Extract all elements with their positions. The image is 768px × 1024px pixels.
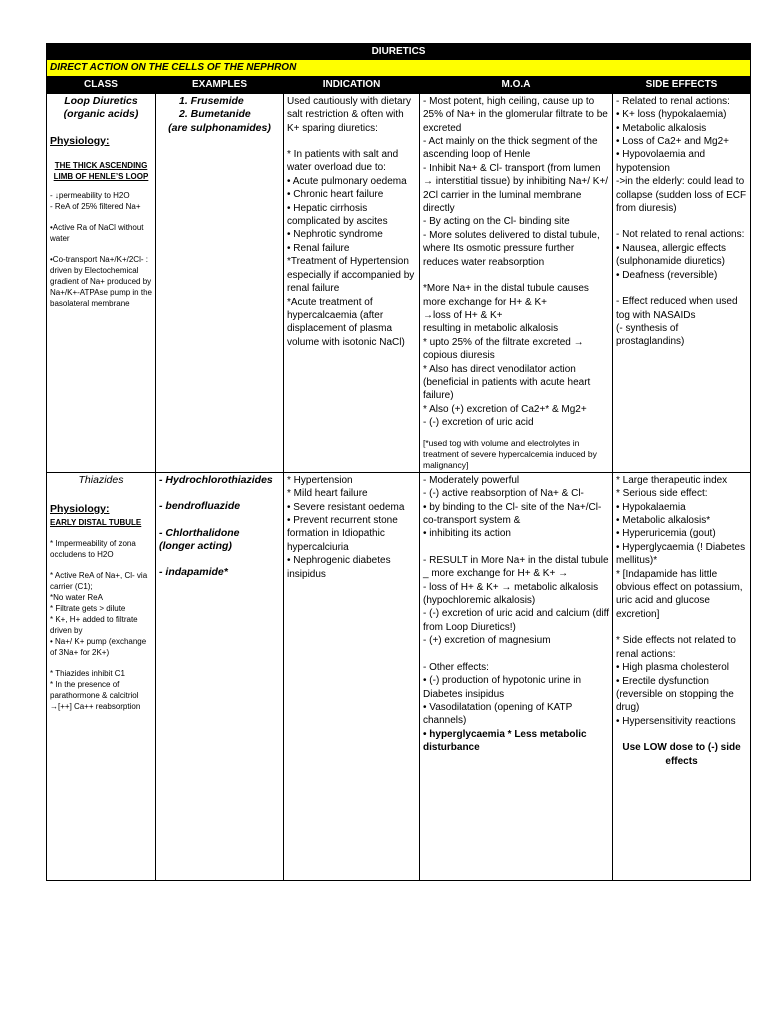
indication-line: • Renal failure [287, 242, 350, 254]
side-effect-line: • Hyperuricemia (gout) [616, 528, 716, 540]
physiology-line: * Impermeability of zona occludens to H2O [50, 538, 136, 559]
physiology-line: * Filtrate gets > dilute [50, 603, 126, 613]
indication-line: * In patients with salt and water overload due to: [287, 149, 399, 174]
side-effect-line: * Serious side effect: [616, 488, 708, 500]
side-effect-line: • Metabolic alkalosis* [616, 515, 711, 527]
examples-cell [156, 93, 284, 472]
example-item: - Chlorthalidone [159, 526, 240, 539]
side-effect-line: • Hypokalaemia [616, 501, 686, 513]
moa-line: * Also (+) excretion of Ca2+* & Mg2+ [423, 403, 587, 415]
physiology-title: Physiology: [50, 134, 110, 147]
side-effect-line: • Hypovolaemia and hypotension [616, 149, 706, 174]
example-item: 2. Bumetanide [179, 108, 251, 121]
moa-cell [420, 472, 613, 880]
example-note: (are sulphonamides) [168, 121, 271, 134]
physiology-heading: THE THICK ASCENDING LIMB OF HENLE’S LOOP [53, 161, 149, 182]
moa-line: - RESULT in More Na+ in the distal tubule _ more exchange for H+ & K+ → [423, 554, 609, 580]
physiology-heading: EARLY DISTAL TUBULE [50, 517, 142, 527]
header-examples: EXAMPLES [156, 76, 284, 93]
header-moa: M.O.A [420, 76, 613, 93]
physiology-line: * K+, H+ added to filtrate driven by [50, 614, 138, 635]
physiology-line: - ↓permeability to H2O [50, 191, 130, 201]
moa-line: - By acting on the Cl- binding site [423, 216, 570, 228]
moa-line: - More solutes delivered to distal tubule, where Its osmotic pressure further reduces water reabsorption [423, 229, 600, 268]
physiology-line: •Co-transport Na+/K+/2Cl- : driven by Electochemical gradient of Na+ produced by Na+/K+-ATPAse pump in the basolateral membrane [50, 255, 152, 309]
diuretics-table [46, 43, 751, 881]
physiology-notes [50, 190, 152, 309]
indication-line: • Acute pulmonary oedema [287, 175, 407, 187]
class-cell [47, 472, 156, 880]
side-effect-line: - Not related to renal actions: [616, 229, 745, 241]
header-class: CLASS [47, 76, 156, 93]
class-cell [47, 93, 156, 472]
side-effect-line: * [Indapamide has little obvious effect on potassium, uric acid and glucose excretion] [616, 568, 743, 620]
moa-line: • by binding to the Cl- site of the Na+/Cl- co-transport system & [423, 501, 602, 527]
physiology-line: • Na+/ K+ pump (exchange of 3Na+ for 2K+) [50, 636, 147, 657]
indication-line: • Hepatic cirrhosis complicated by ascites [287, 202, 388, 228]
side-effect-line: • Metabolic alkalosis [616, 122, 707, 134]
example-item: 1. Frusemide [179, 94, 244, 107]
example-item: - indapamide* [159, 566, 228, 579]
moa-line: - loss of H+ & K+ → metabolic alkalosis (hypochloremic alkalosis) [423, 581, 599, 607]
table-subtitle: DIRECT ACTION ON THE CELLS OF THE NEPHRON [47, 60, 751, 76]
moa-line: *More Na+ in the distal tubule causes more exchange for H+ & K+ [423, 283, 589, 308]
example-item: - Hydrochlorothiazides [159, 473, 273, 486]
side-effect-line: - Related to renal actions: [616, 95, 730, 107]
physiology-line: •Active Ra of NaCl without water [50, 223, 144, 244]
moa-line: - Act mainly on the thick segment of the ascending loop of Henle [423, 136, 598, 161]
physiology-line: *No water ReA [50, 592, 103, 602]
indication-line: • Chronic heart failure [287, 189, 384, 201]
side-effects-cell [613, 93, 751, 472]
moa-line: - Most potent, high ceiling, cause up to 25% of Na+ in the glomerular filtrate to be excreted [423, 95, 608, 134]
moa-line: • hyperglycaemia * Less metabolic disturbance [423, 728, 587, 754]
moa-line: * Also has direct venodilator action (beneficial in patients with acute heart failure) [423, 363, 591, 402]
indication-line: * Hypertension [287, 474, 353, 486]
indication-line: • Nephrotic syndrome [287, 229, 383, 241]
side-effect-line: - Effect reduced when used tog with NASAIDs [616, 296, 738, 321]
side-effects-cell [613, 472, 751, 880]
table-row-thiazides [47, 472, 751, 880]
moa-cell [420, 93, 613, 472]
indication-line: • Nephrogenic diabetes insipidus [287, 555, 391, 580]
class-name: Thiazides [78, 473, 124, 486]
moa-line: - (-) active reabsorption of Na+ & Cl- [423, 488, 584, 500]
table-row-loop-diuretics [47, 93, 751, 472]
header-side-effects: SIDE EFFECTS [613, 76, 751, 93]
examples-cell [156, 472, 284, 880]
side-effect-line: (- synthesis of prostaglandins) [616, 322, 685, 348]
physiology-line: * Active ReA of Na+, Cl- via carrier (C1); [50, 570, 148, 591]
physiology-line: - ReA of 25% filtered Na+ [50, 202, 141, 212]
indication-line: *Acute treatment of hypercalcaemia (after displacement of plasma volume with isotonic NaCl) [287, 296, 405, 348]
moa-note: [*used tog with volume and electrolytes in treatment of severe hypercalcemia induced by malignancy] [423, 437, 597, 470]
indication-line: • Prevent recurrent stone formation in Idiopathic hypercalciuria [287, 515, 398, 553]
side-effect-line: • K+ loss (hypokalaemia) [616, 109, 727, 121]
moa-line: • inhibiting its action [423, 528, 511, 540]
physiology-line: * In the presence of parathormone & calcitriol →[++] Ca++ reabsorption [50, 679, 141, 711]
side-effect-line: • Loss of Ca2+ and Mg2+ [616, 136, 730, 148]
example-item: (longer acting) [159, 540, 232, 553]
physiology-line: * Thiazides inhibit C1 [50, 668, 126, 678]
physiology-title: Physiology: [50, 503, 110, 516]
moa-line: • Vasodilatation (opening of KATP channels) [423, 701, 573, 727]
side-effect-line: • Erectile dysfunction (reversible on stopping the drug) [616, 675, 734, 714]
side-effect-line: • Deafness (reversible) [616, 269, 718, 281]
side-effect-line: • Hyperglycaemia (! Diabetes mellitus)* [616, 541, 746, 567]
side-effect-line: * Side effects not related to renal actions: [616, 635, 736, 660]
example-item: - bendrofluazide [159, 500, 241, 513]
moa-line: - (+) excretion of magnesium [423, 635, 551, 647]
side-effect-line: • Nausea, allergic effects (sulphonamide diuretics) [616, 242, 727, 268]
moa-line: * upto 25% of the filtrate excreted → copious diuresis [423, 336, 584, 362]
indication-cell [284, 472, 420, 880]
moa-line: - Moderately powerful [423, 474, 520, 486]
side-effect-footer: Use LOW dose to (-) side effects [622, 742, 741, 767]
moa-line: →loss of H+ & K+ [423, 309, 503, 321]
class-subname: (organic acids) [63, 108, 139, 121]
moa-line: - Inhibit Na+ & Cl- transport (from lumen → interstitial tissue) by inhibiting Na+/ K+/ 2Cl carrier in the luminal membrane directly [423, 162, 609, 215]
moa-line: - (-) excretion of uric acid and calcium (diff from Loop Diuretics!) [423, 608, 609, 633]
side-effect-line: * Large therapeutic index [616, 474, 728, 486]
indication-line: * Mild heart failure [287, 488, 368, 500]
class-name: Loop Diuretics [64, 94, 138, 107]
moa-line: • (-) production of hypotonic urine in Diabetes insipidus [423, 675, 582, 700]
side-effect-line: • Hypersensitivity reactions [616, 715, 736, 727]
side-effect-line: • High plasma cholesterol [616, 662, 729, 674]
indication-line: Used cautiously with dietary salt restriction & often with K+ sparing diuretics: [287, 95, 411, 134]
table-title: DIURETICS [47, 44, 751, 60]
indication-line: *Treatment of Hypertension especially if accompanied by renal failure [287, 256, 415, 295]
indication-cell [284, 93, 420, 472]
header-indication: INDICATION [284, 76, 420, 93]
side-effect-line: ->in the elderly: could lead to collapse (sudden loss of ECF from diuresis) [616, 176, 747, 215]
moa-line: - (-) excretion of uric acid [423, 417, 534, 429]
physiology-notes [50, 538, 152, 712]
indication-line: • Severe resistant oedema [287, 501, 405, 513]
moa-line: resulting in metabolic alkalosis [423, 323, 559, 335]
moa-line: - Other effects: [423, 661, 489, 673]
